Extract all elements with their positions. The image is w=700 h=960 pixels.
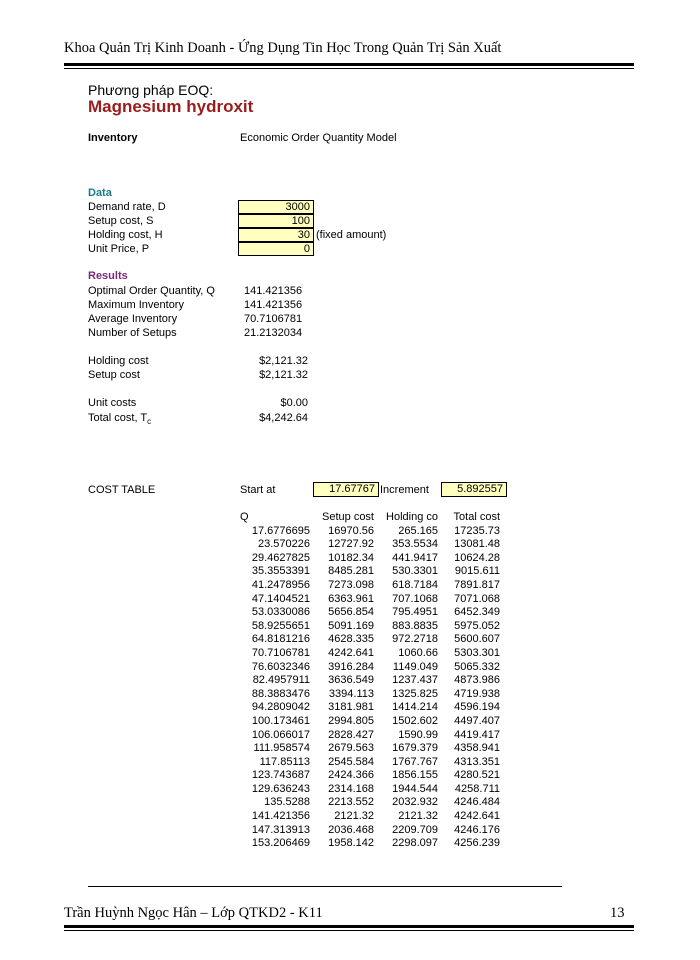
table-cell: 10182.34 xyxy=(328,551,374,564)
table-cell: 4258.711 xyxy=(454,782,500,795)
table-cell: 70.7106781 xyxy=(251,646,310,659)
setup-cost-value: $2,121.32 xyxy=(259,369,308,381)
col-holding: Holding co xyxy=(386,511,438,523)
model-name: Economic Order Quantity Model xyxy=(240,132,397,144)
table-cell: 53.0330086 xyxy=(251,606,310,619)
table-cell: 4719.938 xyxy=(454,687,500,700)
table-row xyxy=(238,647,500,661)
table-cell: 5303.301 xyxy=(454,646,500,659)
page-number: 13 xyxy=(610,905,625,921)
table-row xyxy=(238,837,500,851)
table-cell: 2213.552 xyxy=(328,796,374,809)
table-cell: 2121.32 xyxy=(334,810,374,823)
table-row xyxy=(238,769,500,783)
unit-costs-value: $0.00 xyxy=(280,397,308,409)
table-cell: 4358.941 xyxy=(454,742,500,755)
table-cell: 111.958574 xyxy=(253,742,310,755)
demand-input[interactable]: 3000 xyxy=(238,200,314,214)
unit-costs-label: Unit costs xyxy=(88,397,137,409)
table-cell: 8485.281 xyxy=(328,565,374,578)
holding-label: Holding cost, H xyxy=(88,229,163,241)
table-cell: 4873.986 xyxy=(454,674,500,687)
table-row xyxy=(238,729,500,743)
footer-short-rule xyxy=(88,886,562,887)
table-cell: 94.2809042 xyxy=(251,701,310,714)
table-row xyxy=(238,525,500,539)
table-cell: 5975.052 xyxy=(454,619,500,632)
table-cell: 4280.521 xyxy=(454,769,500,782)
setup-input[interactable]: 100 xyxy=(238,214,314,228)
total-cost-value: $4,242.64 xyxy=(259,412,308,424)
table-cell: 1325.825 xyxy=(392,687,438,700)
table-cell: 1767.767 xyxy=(392,755,438,768)
table-cell: 1856.155 xyxy=(392,769,438,782)
demand-label: Demand rate, D xyxy=(88,201,166,213)
table-cell: 5656.854 xyxy=(328,606,374,619)
page-header: Khoa Quản Trị Kinh Doanh - Ứng Dụng Tin Học Trong Quản Trị Sản Xuất xyxy=(64,40,502,56)
setups-value: 21.2132034 xyxy=(244,327,303,339)
table-cell: 17235.73 xyxy=(454,524,500,537)
table-cell: 1414.214 xyxy=(392,701,438,714)
page-title: Magnesium hydroxit xyxy=(88,97,254,116)
table-row xyxy=(238,606,500,620)
table-cell: 13081.48 xyxy=(454,538,500,551)
table-row xyxy=(238,593,500,607)
table-cell: 12727.92 xyxy=(328,538,374,551)
table-cell: 4628.335 xyxy=(328,633,374,646)
increment-input[interactable]: 5.892557 xyxy=(441,482,507,497)
table-cell: 2679.563 xyxy=(328,742,374,755)
data-heading: Data xyxy=(88,187,112,199)
table-cell: 2994.805 xyxy=(328,714,374,727)
holding-cost-label: Holding cost xyxy=(88,355,149,367)
table-cell: 2424.366 xyxy=(328,769,374,782)
table-cell: 2828.427 xyxy=(328,728,374,741)
table-cell: 2545.584 xyxy=(328,755,374,768)
table-cell: 76.6032346 xyxy=(251,660,310,673)
table-cell: 795.4951 xyxy=(392,606,438,619)
table-cell: 64.8181216 xyxy=(251,633,310,646)
table-cell: 4246.484 xyxy=(454,796,500,809)
table-cell: 5065.332 xyxy=(454,660,500,673)
table-cell: 1944.544 xyxy=(392,782,438,795)
table-row xyxy=(238,620,500,634)
holding-input[interactable]: 30 xyxy=(238,228,314,242)
max-inventory-value: 141.421356 xyxy=(244,299,303,311)
col-setup: Setup cost xyxy=(322,511,374,523)
table-row xyxy=(238,810,500,824)
table-cell: 7273.098 xyxy=(328,578,374,591)
table-cell: 2036.468 xyxy=(328,823,374,836)
start-input[interactable]: 17.67767 xyxy=(313,482,379,497)
col-total: Total cost xyxy=(453,511,500,523)
q-label: Optimal Order Quantity, Q xyxy=(88,285,215,297)
table-cell: 2209.709 xyxy=(392,823,438,836)
table-cell: 5600.607 xyxy=(454,633,500,646)
table-cell: 5091.169 xyxy=(328,619,374,632)
table-cell: 29.4627825 xyxy=(251,551,310,564)
table-row xyxy=(238,783,500,797)
table-cell: 3636.549 xyxy=(328,674,374,687)
col-q: Q xyxy=(240,511,249,523)
table-row xyxy=(238,633,500,647)
table-cell: 47.1404521 xyxy=(251,592,310,605)
table-row xyxy=(238,538,500,552)
table-cell: 1679.379 xyxy=(392,742,438,755)
q-value: 141.421356 xyxy=(244,285,303,297)
table-cell: 883.8835 xyxy=(392,619,438,632)
cost-table-header xyxy=(238,511,500,525)
table-cell: 23.570226 xyxy=(258,538,310,551)
price-label: Unit Price, P xyxy=(88,243,150,255)
table-cell: 1060.66 xyxy=(398,646,438,659)
table-row xyxy=(238,715,500,729)
table-row xyxy=(238,688,500,702)
table-cell: 82.4957911 xyxy=(252,674,310,687)
table-cell: 265.165 xyxy=(398,524,438,537)
table-row xyxy=(238,796,500,810)
table-cell: 2298.097 xyxy=(392,837,438,850)
table-row xyxy=(238,552,500,566)
setup-label: Setup cost, S xyxy=(88,215,154,227)
table-cell: 1958.142 xyxy=(328,837,374,850)
cost-table xyxy=(238,511,500,851)
method-label: Phương pháp EOQ: xyxy=(88,82,214,98)
table-cell: 6452.349 xyxy=(454,606,500,619)
table-cell: 1149.049 xyxy=(392,660,438,673)
table-cell: 441.9417 xyxy=(392,551,438,564)
table-cell: 141.421356 xyxy=(251,810,310,823)
table-cell: 88.3883476 xyxy=(251,687,310,700)
holding-note: (fixed amount) xyxy=(316,229,387,241)
table-cell: 9015.611 xyxy=(454,565,500,578)
inventory-label: Inventory xyxy=(88,132,138,144)
table-cell: 3916.284 xyxy=(328,660,374,673)
table-cell: 106.066017 xyxy=(251,728,310,741)
table-cell: 6363.961 xyxy=(328,592,374,605)
table-cell: 530.3301 xyxy=(392,565,438,578)
setups-label: Number of Setups xyxy=(88,327,177,339)
start-label: Start at xyxy=(240,484,276,496)
header-rule-thin xyxy=(64,68,634,69)
max-inventory-label: Maximum Inventory xyxy=(88,299,184,311)
table-cell: 147.313913 xyxy=(251,823,310,836)
increment-label: Increment xyxy=(380,484,429,496)
setup-cost-label: Setup cost xyxy=(88,369,140,381)
table-cell: 4596.194 xyxy=(454,701,500,714)
table-row xyxy=(238,701,500,715)
table-cell: 135.5288 xyxy=(264,796,310,809)
table-cell: 2314.168 xyxy=(328,782,374,795)
holding-cost-value: $2,121.32 xyxy=(259,355,308,367)
table-cell: 4242.641 xyxy=(328,646,374,659)
table-cell: 1237.437 xyxy=(392,674,438,687)
avg-inventory-label: Average Inventory xyxy=(88,313,178,325)
avg-inventory-value: 70.7106781 xyxy=(244,313,303,325)
table-cell: 4419.417 xyxy=(454,728,500,741)
table-row xyxy=(238,824,500,838)
table-cell: 58.9255651 xyxy=(251,619,310,632)
total-cost-label: Total cost, $T_c$ xyxy=(88,412,152,427)
table-row xyxy=(238,756,500,770)
table-row xyxy=(238,742,500,756)
footer-rule xyxy=(64,925,634,928)
table-cell: 129.636243 xyxy=(251,782,310,795)
table-cell: 618.7184 xyxy=(392,578,438,591)
table-cell: 117.85113 xyxy=(259,755,310,768)
table-row xyxy=(238,579,500,593)
table-cell: 35.3553391 xyxy=(251,565,310,578)
table-cell: 4246.176 xyxy=(454,823,500,836)
price-input[interactable]: 0 xyxy=(238,242,314,256)
page-footer: Trần Huỳnh Ngọc Hân – Lớp QTKD2 - K11 xyxy=(64,905,323,921)
table-cell: 972.2718 xyxy=(392,633,438,646)
table-cell: 10624.28 xyxy=(454,551,500,564)
table-cell: 4256.239 xyxy=(454,837,500,850)
table-row xyxy=(238,565,500,579)
table-cell: 17.6776695 xyxy=(251,524,310,537)
table-cell: 3394.113 xyxy=(328,687,374,700)
footer-rule-thin xyxy=(64,930,634,931)
table-cell: 123.743687 xyxy=(251,769,310,782)
table-cell: 3181.981 xyxy=(328,701,374,714)
table-row xyxy=(238,674,500,688)
table-cell: 4497.407 xyxy=(454,714,500,727)
table-cell: 707.1068 xyxy=(392,592,438,605)
table-cell: 2032.932 xyxy=(392,796,438,809)
table-cell: 7891.817 xyxy=(454,578,500,591)
results-heading: Results xyxy=(88,270,128,282)
table-cell: 153.206469 xyxy=(251,837,310,850)
table-cell: 1590.99 xyxy=(398,728,438,741)
header-rule xyxy=(64,63,634,66)
table-cell: 16970.56 xyxy=(328,524,374,537)
table-cell: 1502.602 xyxy=(392,714,438,727)
table-cell: 4313.351 xyxy=(454,755,500,768)
table-cell: 4242.641 xyxy=(454,810,500,823)
cost-table-label: COST TABLE xyxy=(88,484,156,496)
table-cell: 100.173461 xyxy=(251,714,310,727)
table-cell: 353.5534 xyxy=(392,538,438,551)
table-cell: 7071.068 xyxy=(454,592,500,605)
table-cell: 41.2478956 xyxy=(251,578,310,591)
table-cell: 2121.32 xyxy=(398,810,438,823)
table-row xyxy=(238,661,500,675)
